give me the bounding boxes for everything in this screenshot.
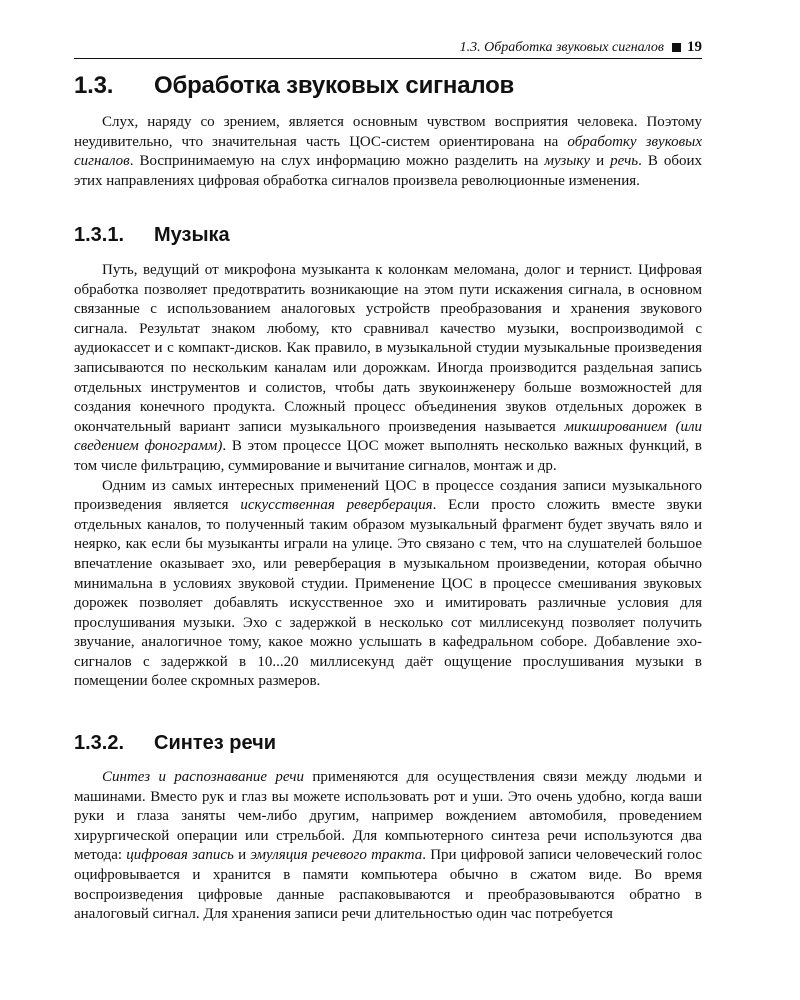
emphasis: эмуляция речевого тракта: [250, 847, 423, 864]
text-run: Путь, ведущий от микрофона музыканта к колонкам меломана, долог и тернист. Цифровая обработка позволяет предотвратить возникающие на этом пути искажения сигнала, в основном связанные с использованием аналоговых устройств преобразования и хранения звукового сигнала. Результат знаком любому, кто сравнивал качество музыки, воспроизводимой с аудиокассет и с компакт-дисков. Как правило, в музыкальной студии музыкальные произведения записываются по нескольким каналам или дорожкам. Иногда производится раздельная запись отдельных инструментов и солистов, чтобы дать звукоинженеру больше возможностей для создания конечного продукта. Сложный процесс объединения звуков отдельных дорожек в окончательный вариант записи музыкального произведения называется: [74, 262, 702, 435]
section-heading: [74, 72, 514, 100]
emphasis: цифровая запись: [126, 847, 234, 864]
section-number: 1.3.: [74, 72, 114, 99]
emphasis: микшированием (или сведением фонограмм): [74, 418, 702, 455]
running-head-title: 1.3. Обработка звуковых сигналов: [459, 40, 664, 55]
text-run: и: [233, 847, 251, 864]
text-run: и: [590, 153, 611, 170]
intro-paragraph: [74, 113, 702, 191]
intro-text: [74, 113, 702, 191]
text-run: Одним из самых интересных применений ЦОС в процессе создания записи музыкального произведения является: [74, 477, 702, 514]
text-run: Слух, наряду со зрением, является основным чувством восприятия человека. Поэтому неудивительно, что значительная часть ЦОС-систем ориентирована на: [74, 114, 702, 150]
square-bullet-icon: [672, 43, 681, 52]
music-paragraph-1: [74, 261, 702, 477]
text-run: . В обоих этих направлениях цифровая обработка сигналов произвела революционные изменения.: [74, 153, 702, 189]
text-run: . В этом процессе ЦОС может выполнять несколько важных функций, в том числе фильтрацию, суммирование и вычитание сигналов, монтаж и др.: [74, 438, 702, 474]
subsection-title: Музыка: [154, 224, 230, 246]
section-title: Обработка звуковых сигналов: [154, 72, 515, 99]
emphasis: музыку: [544, 153, 591, 170]
page-number: 19: [687, 39, 702, 55]
subsection-title: Синтез речи: [154, 732, 276, 754]
subsection-heading-speech: [74, 732, 276, 755]
text-run: . При цифровой записи человеческий голос оцифровывается и хранится в памяти компьютера обычно в сжатом виде. Во время воспроизведения цифровые данные распаковываются и преобразовываются обратно в аналоговый сигнал. Для хранения записи речи длительностью один час потребуется: [74, 847, 702, 923]
emphasis: Синтез и распознавание речи: [102, 769, 305, 785]
speech-paragraph-1: [74, 768, 702, 925]
emphasis: речь: [610, 153, 639, 170]
text-run: . Воспринимаемую на слух информацию можно разделить на: [129, 153, 545, 170]
running-head: [74, 36, 702, 59]
speech-text: [74, 768, 702, 925]
subsection-number: 1.3.1.: [74, 224, 125, 246]
music-paragraph-2: [74, 477, 702, 693]
subsection-heading-music: [74, 224, 230, 247]
emphasis: искусственная реверберация: [240, 497, 433, 514]
subsection-number: 1.3.2.: [74, 732, 125, 754]
emphasis: обработку звуковых сигналов: [74, 133, 702, 170]
music-text: [74, 261, 702, 692]
text-run: применяются для осуществления связи между людьми и машинами. Вместо рук и глаз вы можете использовать рот и уши. Это очень удобно, когда ваши руки и глаза заняты чем-либо другим, например вождением автомобиля, проведением хирургической операции или стрельбой. Для компьютерного синтеза речи используются два метода:: [74, 769, 702, 864]
text-run: . Если просто сложить вместе звуки отдельных каналов, то полученный таким образом музыкальный фрагмент будет звучать вяло и неярко, как если бы музыканты играли на улице. Это связано с тем, что на слушателей большое впечатление оказывает эхо, или реверберация в музыкальном произведении, которая обычно минимальна в условиях звуковой студии. Применение ЦОС в процессе смешивания звуковых дорожек позволяет добавлять искусственное эхо и имитировать различные условия для прослушивания музыки. Эхо с задержкой в несколько сот миллисекунд позволяет получить звучание, аналогичное тому, какое можно услышать в кафедральном соборе. Добавление эхо-сигналов с задержкой в 10...20 миллисекунд даёт ощущение прослушивания музыки в помещении более скромных размеров.: [74, 497, 702, 690]
